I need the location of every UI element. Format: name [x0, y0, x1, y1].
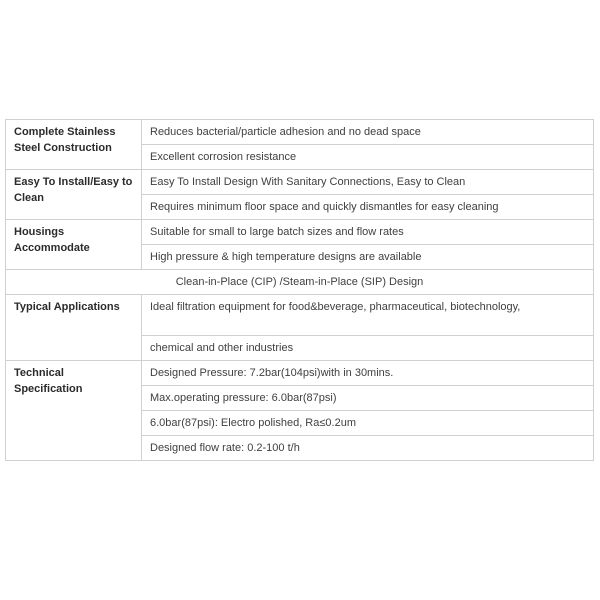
row-value: Excellent corrosion resistance: [142, 145, 594, 170]
row-label-applications: Typical Applications: [6, 295, 142, 361]
row-value: Max.operating pressure: 6.0bar(87psi): [142, 386, 594, 411]
row-label-install-clean: Easy To Install/Easy to Clean: [6, 170, 142, 220]
table-row: [6, 170, 594, 195]
row-value: Designed Pressure: 7.2bar(104psi)with in 30mins.: [142, 361, 594, 386]
table-row: [6, 295, 594, 336]
row-label-construction: Complete Stainless Steel Construction: [6, 120, 142, 170]
table-row: [6, 120, 594, 145]
full-width-row-cip-sip: Clean-in-Place (CIP) /Steam-in-Place (SIP) Design: [6, 270, 594, 295]
row-value: Suitable for small to large batch sizes and flow rates: [142, 220, 594, 245]
specification-table: [5, 119, 594, 461]
row-label-technical-spec: Technical Specification: [6, 361, 142, 461]
row-value: High pressure & high temperature designs are available: [142, 245, 594, 270]
table-row: [6, 361, 594, 386]
table-row: [6, 220, 594, 245]
table-row: [6, 270, 594, 295]
row-value: Reduces bacterial/particle adhesion and no dead space: [142, 120, 594, 145]
row-value: Ideal filtration equipment for food&beverage, pharmaceutical, biotechnology,: [142, 295, 594, 336]
row-label-housings: Housings Accommodate: [6, 220, 142, 270]
row-value: chemical and other industries: [142, 336, 594, 361]
row-value: 6.0bar(87psi): Electro polished, Ra≤0.2um: [142, 411, 594, 436]
row-value: Easy To Install Design With Sanitary Connections, Easy to Clean: [142, 170, 594, 195]
row-value: Requires minimum floor space and quickly dismantles for easy cleaning: [142, 195, 594, 220]
row-value: Designed flow rate: 0.2-100 t/h: [142, 436, 594, 461]
